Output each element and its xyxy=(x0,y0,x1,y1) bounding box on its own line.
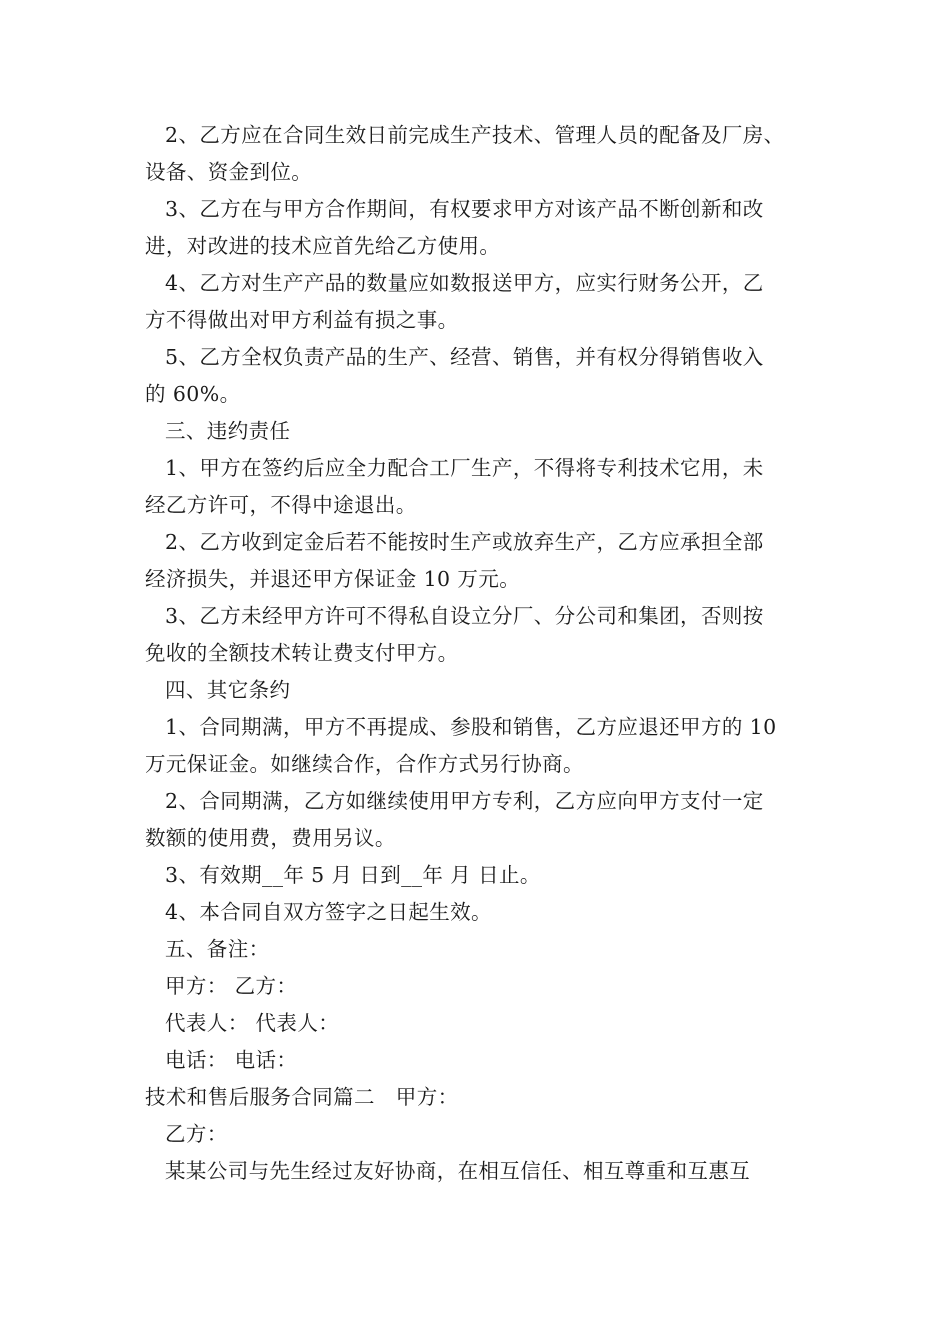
text-line: 4、本合同自双方签字之日起生效。 xyxy=(165,900,492,924)
text-line: 经济损失，并退还甲方保证金 10 万元。 xyxy=(145,567,521,591)
text-line: 四、其它条约 xyxy=(165,678,291,702)
text-line: 1、甲方在签约后应全力配合工厂生产，不得将专利技术它用，未 xyxy=(165,456,764,480)
text-line: 技术和售后服务合同篇二 甲方： xyxy=(145,1085,459,1109)
text-line: 的 60%。 xyxy=(145,382,241,406)
text-line: 电话： 电话： xyxy=(165,1048,298,1072)
text-line: 2、合同期满，乙方如继续使用甲方专利，乙方应向甲方支付一定 xyxy=(165,789,764,813)
text-line: 代表人： 代表人： xyxy=(165,1011,340,1035)
text-line: 3、乙方在与甲方合作期间，有权要求甲方对该产品不断创新和改 xyxy=(165,197,764,221)
text-line: 数额的使用费，费用另议。 xyxy=(145,826,396,850)
text-line: 五、备注： xyxy=(165,937,270,961)
text-line: 设备、资金到位。 xyxy=(145,160,313,184)
text-line: 2、乙方收到定金后若不能按时生产或放弃生产，乙方应承担全部 xyxy=(165,530,764,554)
text-line: 甲方： 乙方： xyxy=(165,974,298,998)
text-line: 3、有效期__年 5 月 日到__年 月 日止。 xyxy=(165,863,541,887)
text-line: 三、违约责任 xyxy=(165,419,291,443)
document-body xyxy=(145,117,815,1190)
text-line: 进，对改进的技术应首先给乙方使用。 xyxy=(145,234,501,258)
text-line: 免收的全额技术转让费支付甲方。 xyxy=(145,641,459,665)
text-line: 4、乙方对生产产品的数量应如数报送甲方，应实行财务公开，乙 xyxy=(165,271,764,295)
text-line: 3、乙方未经甲方许可不得私自设立分厂、分公司和集团，否则按 xyxy=(165,604,764,628)
text-line: 经乙方许可，不得中途退出。 xyxy=(145,493,417,517)
text-line: 2、乙方应在合同生效日前完成生产技术、管理人员的配备及厂房、 xyxy=(165,123,785,147)
text-line: 乙方： xyxy=(165,1122,228,1146)
text-line: 1、合同期满，甲方不再提成、参股和销售，乙方应退还甲方的 10 xyxy=(165,715,777,739)
text-line: 5、乙方全权负责产品的生产、经营、销售，并有权分得销售收入 xyxy=(165,345,764,369)
text-line: 万元保证金。如继续合作，合作方式另行协商。 xyxy=(145,752,584,776)
text-line: 方不得做出对甲方利益有损之事。 xyxy=(145,308,459,332)
text-line: 某某公司与先生经过友好协商，在相互信任、相互尊重和互惠互 xyxy=(165,1159,751,1183)
